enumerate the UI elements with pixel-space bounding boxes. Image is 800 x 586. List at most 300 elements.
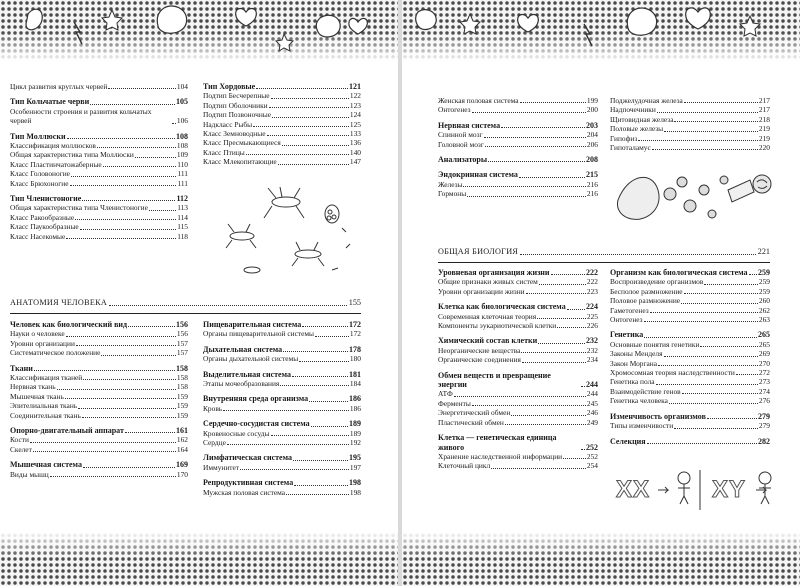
toc-entry-title: Щитовидная железа [610, 114, 674, 124]
dot-leader [674, 428, 758, 429]
toc-entry [10, 470, 188, 479]
toc-entry-title: Поджелудочная железа [610, 96, 683, 105]
toc-entry-title: Надпочечники [610, 105, 656, 115]
person-icon [754, 470, 776, 510]
toc-entry-title: Клетка как биологическая система [438, 302, 566, 312]
toc-entry-page: 276 [758, 396, 770, 406]
dot-leader [501, 127, 585, 128]
dot-leader [684, 102, 758, 103]
toc-heading [610, 330, 770, 339]
dot-leader [278, 164, 349, 165]
toc-entry-page: 225 [586, 311, 598, 321]
toc-heading [610, 268, 770, 277]
toc-entry-title: АТФ [438, 389, 453, 399]
toc-entry [203, 379, 361, 388]
toc-entry-title: Компоненты эукариотической клетки [438, 321, 557, 331]
toc-entry-page: 125 [349, 119, 361, 129]
toc-entry-page: 111 [177, 178, 188, 188]
toc-entry [610, 277, 770, 286]
insect-lifecycle-illustration [212, 184, 362, 284]
dot-leader [97, 147, 176, 148]
toc-column-anatomy-3 [438, 96, 598, 199]
toc-entry-page: 109 [176, 150, 188, 160]
toc-entry [610, 377, 770, 386]
dot-leader [282, 145, 349, 146]
toc-entry [610, 96, 770, 105]
toc-entry-page: 186 [349, 394, 361, 404]
toc-entry [203, 157, 361, 166]
dot-leader [684, 293, 758, 294]
toc-entry-page: 245 [586, 398, 598, 408]
toc-entry-page: 133 [349, 129, 361, 139]
toc-entry [610, 296, 770, 305]
toc-entry [10, 82, 188, 91]
toc-heading [438, 155, 598, 164]
toc-entry [438, 180, 598, 189]
toc-entry-title: Гаметогенез [610, 305, 649, 315]
toc-entry-page: 110 [177, 159, 188, 169]
toc-entry-title: Половое размножение [610, 296, 681, 306]
toc-entry [438, 130, 598, 139]
toc-entry-page: 161 [176, 426, 188, 436]
toc-entry-page: 224 [586, 302, 598, 312]
toc-entry [438, 418, 598, 427]
toc-entry-page: 195 [349, 453, 361, 463]
toc-entry-title: Химический состав клетки [438, 336, 538, 346]
toc-entry-title: Ткани [10, 363, 33, 373]
toc-entry [203, 91, 361, 100]
dot-leader [538, 343, 585, 344]
right-page [402, 0, 800, 586]
toc-entry-page: 270 [758, 358, 770, 368]
toc-entry-title: Гормоны [438, 189, 467, 199]
toc-entry-page: 114 [177, 212, 188, 222]
toc-entry-title: Хранение наследственной информации [438, 451, 563, 461]
dot-leader [294, 485, 348, 486]
dot-leader [267, 135, 349, 136]
toc-heading [438, 302, 598, 311]
toc-entry-title: Мышечная система [10, 460, 82, 470]
star-icon [740, 16, 760, 36]
toc-entry-title: Кровь [203, 403, 223, 413]
toc-entry-page: 259 [758, 268, 770, 277]
toc-column-zoology-2 [203, 82, 361, 167]
toc-entry [610, 143, 770, 152]
dot-leader [223, 410, 349, 411]
toc-entry-title: Человек как биологический вид [10, 320, 128, 329]
toc-entry-page: 186 [349, 403, 361, 413]
toc-entry-page: 189 [349, 428, 361, 438]
toc-entry [610, 124, 770, 133]
dot-leader [83, 379, 176, 380]
toc-entry-page: 197 [349, 462, 361, 472]
chromosome-illustration [616, 470, 776, 510]
toc-entry-page: 219 [758, 124, 770, 134]
toc-entry-page: 274 [758, 386, 770, 396]
toc-entry [610, 421, 770, 430]
dot-leader [30, 442, 176, 443]
toc-entry [10, 150, 188, 159]
toc-entry-title: Бесполое размножение [610, 286, 683, 296]
dot-leader [749, 274, 757, 275]
toc-entry [203, 148, 361, 157]
toc-entry-page: 124 [349, 110, 361, 120]
toc-entry [10, 232, 188, 241]
toc-entry-title: Организм как биологическая система [610, 268, 748, 277]
dot-leader [103, 166, 176, 167]
toc-entry-title: Уровни организации жизни [438, 286, 525, 296]
toc-entry-page: 222 [586, 277, 598, 287]
toc-entry-page: 159 [176, 401, 188, 411]
toc-entry [203, 329, 361, 338]
toc-entry-page: 172 [349, 320, 361, 329]
toc-entry-title: Класс Брюхоногие [10, 178, 69, 188]
toc-entry [203, 120, 361, 129]
toc-entry-title: Эпителиальная ткань [10, 401, 78, 411]
toc-entry-title: Онтогенез [610, 315, 643, 325]
toc-entry-page: 217 [758, 96, 770, 105]
toc-entry-page: 156 [176, 329, 188, 339]
toc-entry [203, 438, 361, 447]
dot-leader [33, 451, 176, 452]
toc-entry-title: Общие признаки живых систем [438, 277, 538, 287]
toc-entry-page: 203 [586, 120, 598, 130]
toc-entry [10, 169, 188, 178]
dot-leader [80, 229, 176, 230]
dot-leader [272, 117, 349, 118]
toc-entry-title: Генетика пола [610, 377, 655, 387]
toc-entry-title: Пищеварительная система [203, 320, 302, 329]
dot-leader [66, 336, 176, 337]
dot-leader [511, 415, 586, 416]
dot-leader [83, 467, 175, 468]
dot-leader [707, 418, 757, 419]
toc-entry-page: 180 [349, 354, 361, 364]
toc-entry-title: Лимфатическая система [203, 453, 292, 463]
toc-entry-page: 260 [758, 296, 770, 306]
toc-entry-title: Подтип Оболочники [203, 100, 268, 110]
toc-entry-page: 105 [176, 97, 188, 107]
dot-leader [491, 468, 586, 469]
toc-entry-page: 265 [758, 330, 770, 340]
lightning-icon [584, 24, 592, 46]
dot-leader [682, 393, 758, 394]
dot-leader [66, 238, 176, 239]
heart-icon [686, 8, 711, 29]
toc-entry-page: 121 [349, 82, 361, 91]
toc-entry-page: 122 [349, 91, 361, 101]
toc-entry [438, 355, 598, 364]
dot-leader [454, 396, 586, 397]
toc-entry [438, 277, 598, 286]
dot-leader [638, 140, 758, 141]
toc-entry-page: 216 [586, 179, 598, 189]
dot-leader [82, 200, 175, 201]
toc-entry-page: 259 [758, 277, 770, 287]
toc-heading [203, 419, 361, 428]
toc-entry-page: 219 [758, 133, 770, 143]
toc-entry-title: Современная клеточная теория [438, 311, 537, 321]
toc-entry-title: Пластический обмен [438, 417, 504, 427]
toc-entry-page: 136 [349, 138, 361, 148]
toc-entry-title: Законы Менделя [610, 349, 663, 359]
toc-entry-title: Опорно-двигательный аппарат [10, 426, 124, 436]
section-page: 221 [757, 247, 770, 256]
toc-heading [10, 320, 188, 329]
toc-heading [438, 336, 598, 345]
toc-entry-page: 157 [176, 338, 188, 348]
dot-leader [537, 318, 586, 319]
toc-entry-page: 206 [586, 139, 598, 149]
dot-leader [485, 146, 586, 147]
dot-leader [472, 405, 586, 406]
toc-entry [10, 348, 188, 357]
toc-column-zoology-1 [10, 82, 188, 241]
dot-leader [650, 312, 758, 313]
toc-entry-page: 113 [177, 203, 188, 213]
blob-icon [157, 6, 186, 33]
toc-entry-page: 147 [349, 157, 361, 167]
dot-leader [240, 469, 349, 470]
toc-entry-title: Органические соединения [438, 355, 521, 365]
toc-entry-title: Тип Членистоногие [10, 194, 82, 204]
lightning-icon [74, 22, 82, 44]
toc-entry-page: 223 [586, 286, 598, 296]
toc-entry-title: Генетика [610, 330, 644, 340]
toc-entry-title: Головной мозг [438, 139, 484, 149]
toc-entry [438, 461, 598, 470]
toc-entry-page: 252 [586, 442, 598, 452]
toc-entry-page: 108 [176, 141, 188, 151]
dot-leader [669, 403, 758, 404]
toc-entry-page: 269 [758, 349, 770, 359]
dot-leader [246, 154, 349, 155]
toc-heading [10, 194, 188, 203]
halftone-bottom-band [0, 532, 398, 586]
toc-entry-title: Дыхательная система [203, 344, 283, 354]
toc-entry-title: Железы [438, 179, 463, 189]
toc-entry-title: Тип Моллюски [10, 131, 66, 141]
toc-entry-title: Нервная ткань [10, 382, 56, 392]
dot-leader [520, 102, 586, 103]
toc-entry-page: 157 [176, 348, 188, 358]
dot-leader [283, 351, 348, 352]
toc-entry-page: 162 [176, 435, 188, 445]
toc-entry [203, 429, 361, 438]
toc-entry [203, 463, 361, 472]
toc-entry [10, 141, 188, 150]
dot-leader [125, 432, 175, 433]
dot-leader [658, 365, 758, 366]
toc-entry-page: 254 [586, 461, 598, 471]
toc-entry-page: 189 [349, 419, 361, 429]
toc-entry-page: 259 [758, 286, 770, 296]
section-page: 155 [348, 298, 361, 307]
toc-entry-title: Науки о человеке [10, 329, 65, 339]
toc-entry [610, 306, 770, 315]
doodle-decorations [14, 4, 374, 60]
toc-entry-title: Выделительная система [203, 369, 291, 379]
dot-leader [128, 326, 175, 327]
toc-entry-page: 123 [349, 100, 361, 110]
dot-leader [172, 123, 176, 124]
dot-leader [681, 303, 758, 304]
dot-leader [563, 458, 586, 459]
dot-leader [519, 177, 585, 178]
toc-entry-title: Обмен веществ и превращение энергии [438, 370, 551, 390]
toc-entry-title: Класс Пластинчатожаберные [10, 159, 102, 169]
blob-icon [627, 8, 656, 35]
toc-entry-title: Класс Земноводные [203, 129, 266, 139]
blob-icon [26, 9, 42, 30]
toc-entry [10, 203, 188, 212]
toc-entry [10, 435, 188, 444]
dot-leader [700, 346, 757, 347]
toc-entry-title: Тип Хордовые [203, 82, 256, 91]
toc-entry-title: Соединительная ткань [10, 410, 81, 420]
toc-heading [203, 394, 361, 403]
dot-leader [82, 417, 176, 418]
dot-leader [75, 219, 176, 220]
toc-entry-page: 111 [177, 169, 188, 179]
toc-entry-title: Внутренняя среда организма [203, 394, 309, 404]
toc-entry [610, 315, 770, 324]
toc-entry-page: 216 [586, 189, 598, 199]
toc-entry-title: Гипофиз [610, 133, 638, 143]
toc-entry [438, 312, 598, 321]
toc-entry-page: 244 [586, 380, 598, 390]
toc-heading [438, 170, 598, 179]
left-page [0, 0, 398, 586]
toc-heading [10, 426, 188, 435]
toc-entry [438, 140, 598, 149]
toc-entry-title: Гипоталамус [610, 143, 651, 153]
toc-entry [438, 389, 598, 398]
toc-entry-title: Подтип Позвоночные [203, 110, 272, 120]
toc-entry-page: 158 [176, 382, 188, 392]
toc-entry-page: 217 [758, 105, 770, 115]
toc-entry [10, 179, 188, 188]
dot-leader [57, 389, 176, 390]
dot-leader [656, 384, 758, 385]
dot-leader [557, 327, 586, 328]
section-title: ОБЩАЯ БИОЛОГИЯ [438, 247, 519, 256]
toc-entry-title: Органы дыхательной системы [203, 354, 299, 364]
toc-entry-page: 279 [758, 421, 770, 431]
dot-leader [644, 337, 757, 338]
toc-entry-title: Основные понятия генетики [610, 339, 700, 349]
toc-entry-title: Общая характеристика типа Членистоногие [10, 203, 148, 213]
toc-entry-page: 215 [586, 170, 598, 180]
dot-leader [292, 376, 348, 377]
toc-entry-page: 172 [349, 329, 361, 339]
dot-leader [505, 424, 586, 425]
toc-entry-page: 115 [177, 222, 188, 232]
dot-leader [149, 210, 176, 211]
toc-entry [10, 411, 188, 420]
toc-entry [610, 134, 770, 143]
toc-entry-title: Класс Ракообразные [10, 212, 75, 222]
toc-entry-title: Клетка — генетическая единица живого [438, 433, 557, 452]
toc-entry-title: Мужская половая система [203, 487, 286, 497]
heart-icon [349, 18, 367, 34]
toc-heading [203, 320, 361, 329]
dot-leader [70, 185, 177, 186]
toc-entry-title: Энергетический обмен [438, 408, 511, 418]
toc-entry-page: 262 [758, 305, 770, 315]
toc-entry-title: Спинной мозг [438, 130, 483, 140]
toc-entry-page: 108 [176, 131, 188, 141]
toc-entry-page: 282 [758, 436, 770, 446]
toc-entry-page: 178 [349, 344, 361, 354]
toc-entry [438, 287, 598, 296]
toc-column-biology-1 [438, 268, 598, 471]
toc-entry-title: Цикл развития круглых червей [10, 82, 108, 91]
dot-leader [101, 355, 176, 356]
blob-icon [416, 10, 436, 30]
dot-leader [299, 361, 349, 362]
toc-heading [203, 345, 361, 354]
dot-leader [581, 386, 585, 387]
toc-entry [438, 189, 598, 198]
toc-entry-page: 204 [586, 130, 598, 140]
toc-entry [610, 105, 770, 114]
toc-heading [10, 364, 188, 373]
dot-leader [704, 284, 758, 285]
dot-leader [269, 107, 349, 108]
toc-entry-title: Клеточный цикл [438, 461, 491, 471]
cells-illustration [612, 160, 782, 240]
section-general-biology [438, 247, 770, 257]
toc-entry-title: Женская половая система [438, 96, 519, 105]
toc-entry-title: Репродуктивная система [203, 478, 294, 488]
toc-entry-title: Воспроизведение организмов [610, 277, 704, 287]
dot-leader [522, 362, 586, 363]
dot-leader [657, 112, 758, 113]
toc-heading [438, 121, 598, 130]
dot-leader [551, 274, 586, 275]
dot-leader [644, 321, 758, 322]
toc-entry-page: 232 [586, 345, 598, 355]
toc-heading [610, 412, 770, 421]
toc-entry [203, 129, 361, 138]
toc-entry-title: Анализаторы [438, 155, 488, 165]
female-chromosomes-label: XX [616, 476, 651, 503]
toc-heading [203, 370, 361, 379]
toc-entry [10, 213, 188, 222]
dot-leader [652, 149, 758, 150]
toc-entry-title: Нервная система [438, 120, 501, 130]
dot-leader [472, 112, 586, 113]
toc-entry-title: Сердечно-сосудистая система [203, 419, 310, 429]
dot-leader [539, 284, 586, 285]
dot-leader [78, 408, 176, 409]
dot-leader [302, 326, 348, 327]
dot-leader [71, 176, 176, 177]
toc-entry-page: 198 [349, 478, 361, 488]
toc-entry-title: Класс Паукообразные [10, 222, 79, 232]
toc-entry-page: 218 [758, 114, 770, 124]
toc-entry-page: 158 [176, 373, 188, 383]
heart-icon [518, 15, 539, 32]
toc-entry-title: Закон Моргана [610, 358, 658, 368]
toc-entry-title: Классификация моллюсков [10, 141, 96, 151]
dot-leader [647, 443, 757, 444]
toc-entry-page: 222 [586, 268, 598, 277]
toc-entry-title: Органы пищеварительной системы [203, 329, 315, 339]
toc-entry [610, 396, 770, 405]
toc-entry-title: Класс Головоногие [10, 169, 70, 179]
